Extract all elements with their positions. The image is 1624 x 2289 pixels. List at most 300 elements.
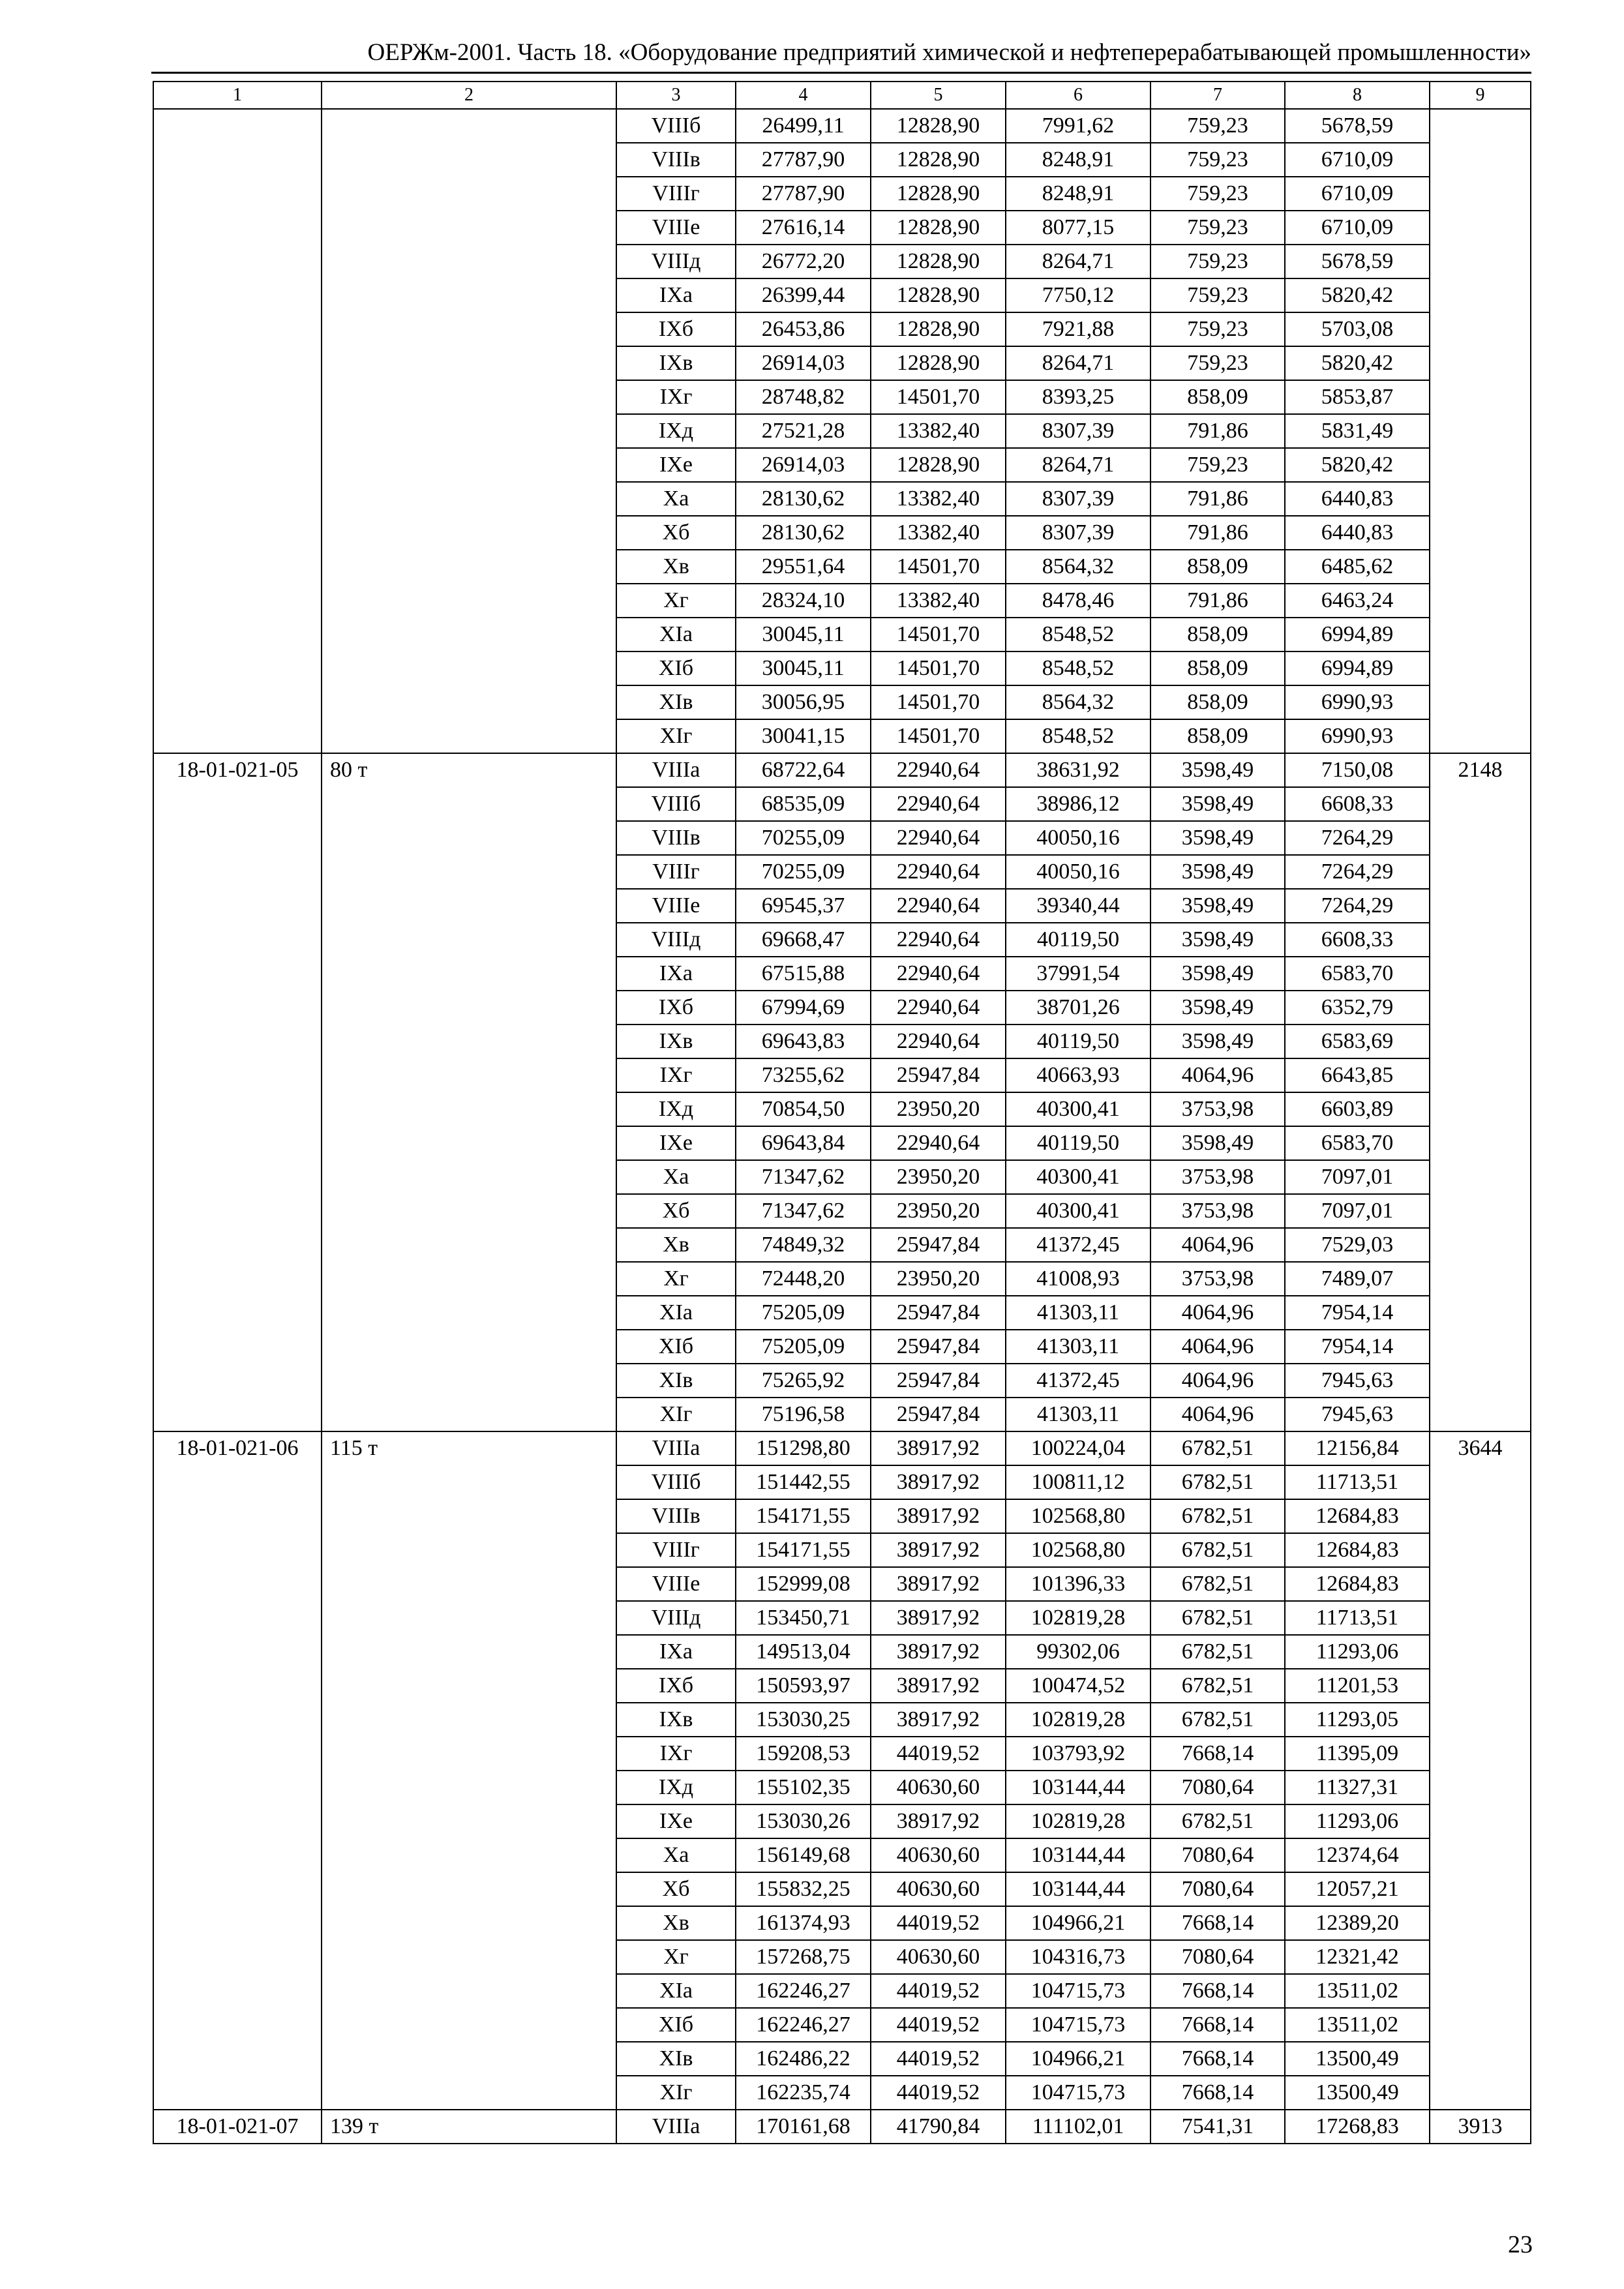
variant-cell: XIа [616, 618, 736, 651]
value-cell: 12156,84 [1285, 1431, 1430, 1465]
value-cell: 102819,28 [1006, 1804, 1150, 1838]
value-cell: 25947,84 [871, 1398, 1006, 1431]
value-cell: 3598,49 [1150, 855, 1285, 889]
value-cell: 12828,90 [871, 211, 1006, 245]
value-cell: 11293,06 [1285, 1635, 1430, 1669]
variant-cell: VIIIб [616, 787, 736, 821]
value-cell: 153030,26 [736, 1804, 871, 1838]
variant-cell: VIIIе [616, 1567, 736, 1601]
value-cell: 38631,92 [1006, 753, 1150, 787]
value-cell: 151298,80 [736, 1431, 871, 1465]
variant-cell: IXе [616, 1804, 736, 1838]
variant-cell: VIIIв [616, 143, 736, 177]
value-cell: 8478,46 [1006, 584, 1150, 618]
header-rule [151, 72, 1531, 74]
value-cell: 8077,15 [1006, 211, 1150, 245]
code-cell: 18-01-021-07 [153, 2110, 322, 2144]
value-cell: 759,23 [1150, 245, 1285, 278]
table-row [153, 2110, 1531, 2144]
value-cell: 6608,33 [1285, 923, 1430, 957]
page-number: 23 [1508, 2231, 1533, 2258]
variant-cell: VIIIд [616, 245, 736, 278]
value-cell: 38917,92 [871, 1567, 1006, 1601]
value-cell: 69643,84 [736, 1126, 871, 1160]
variant-cell: VIIIе [616, 889, 736, 923]
variant-cell: VIIIд [616, 923, 736, 957]
value-cell: 102819,28 [1006, 1601, 1150, 1635]
value-cell: 27787,90 [736, 177, 871, 211]
value-cell: 38917,92 [871, 1601, 1006, 1635]
value-cell: 104966,21 [1006, 1906, 1150, 1940]
value-cell: 6440,83 [1285, 516, 1430, 550]
value-cell: 858,09 [1150, 719, 1285, 753]
variant-cell: IXб [616, 991, 736, 1025]
value-cell: 6994,89 [1285, 618, 1430, 651]
value-cell: 858,09 [1150, 651, 1285, 685]
value-cell: 40630,60 [871, 1771, 1006, 1804]
value-cell: 40663,93 [1006, 1058, 1150, 1092]
value-cell: 3753,98 [1150, 1160, 1285, 1194]
value-cell: 25947,84 [871, 1296, 1006, 1330]
value-cell: 40300,41 [1006, 1092, 1150, 1126]
value-cell: 6583,70 [1285, 1126, 1430, 1160]
value-cell: 22940,64 [871, 855, 1006, 889]
value-cell: 3598,49 [1150, 991, 1285, 1025]
value-cell: 7080,64 [1150, 1771, 1285, 1804]
value-cell: 26914,03 [736, 448, 871, 482]
name-cell: 115 т [322, 1431, 616, 2110]
value-cell: 68722,64 [736, 753, 871, 787]
value-cell: 99302,06 [1006, 1635, 1150, 1669]
value-cell: 12389,20 [1285, 1906, 1430, 1940]
variant-cell: IXв [616, 1025, 736, 1058]
value-cell: 23950,20 [871, 1262, 1006, 1296]
variant-cell: VIIIг [616, 177, 736, 211]
variant-cell: VIIIа [616, 1431, 736, 1465]
value-cell: 8264,71 [1006, 245, 1150, 278]
value-cell: 13500,49 [1285, 2076, 1430, 2110]
variant-cell: IXд [616, 1771, 736, 1804]
value-cell: 8548,52 [1006, 651, 1150, 685]
variant-cell: Xв [616, 550, 736, 584]
value-cell: 111102,01 [1006, 2110, 1150, 2144]
variant-cell: XIг [616, 1398, 736, 1431]
value-cell: 7954,14 [1285, 1296, 1430, 1330]
variant-cell: XIа [616, 1296, 736, 1330]
table-body [153, 82, 1531, 2144]
value-cell: 6782,51 [1150, 1601, 1285, 1635]
column-number-cell: 6 [1006, 82, 1150, 109]
variant-cell: Xб [616, 516, 736, 550]
value-cell: 23950,20 [871, 1194, 1006, 1228]
value-cell: 25947,84 [871, 1330, 1006, 1364]
value-cell: 38917,92 [871, 1499, 1006, 1533]
value-cell: 41303,11 [1006, 1330, 1150, 1364]
value-cell: 68535,09 [736, 787, 871, 821]
value-cell: 38917,92 [871, 1635, 1006, 1669]
value-cell: 153450,71 [736, 1601, 871, 1635]
variant-cell: Xв [616, 1228, 736, 1262]
value-cell: 3753,98 [1150, 1262, 1285, 1296]
value-cell: 7750,12 [1006, 278, 1150, 312]
value-cell: 12828,90 [871, 278, 1006, 312]
value-cell: 4064,96 [1150, 1364, 1285, 1398]
column-number-cell: 4 [736, 82, 871, 109]
value-cell: 75265,92 [736, 1364, 871, 1398]
value-cell: 71347,62 [736, 1160, 871, 1194]
value-cell: 7097,01 [1285, 1160, 1430, 1194]
value-cell: 3598,49 [1150, 821, 1285, 855]
variant-cell: IXе [616, 1126, 736, 1160]
variant-cell: XIв [616, 685, 736, 719]
value-cell: 14501,70 [871, 685, 1006, 719]
value-cell: 6782,51 [1150, 1567, 1285, 1601]
value-cell: 28130,62 [736, 516, 871, 550]
value-cell: 6710,09 [1285, 177, 1430, 211]
value-cell: 41790,84 [871, 2110, 1006, 2144]
value-cell: 41372,45 [1006, 1364, 1150, 1398]
value-cell: 7080,64 [1150, 1872, 1285, 1906]
value-cell: 38917,92 [871, 1431, 1006, 1465]
value-cell: 6710,09 [1285, 143, 1430, 177]
value-cell: 17268,83 [1285, 2110, 1430, 2144]
value-cell: 41008,93 [1006, 1262, 1150, 1296]
variant-cell: IXв [616, 1703, 736, 1737]
variant-cell: VIIIб [616, 1465, 736, 1499]
variant-cell: IXв [616, 346, 736, 380]
value-cell: 103144,44 [1006, 1771, 1150, 1804]
extra-cell: 3913 [1430, 2110, 1531, 2144]
value-cell: 25947,84 [871, 1228, 1006, 1262]
variant-cell: XIг [616, 719, 736, 753]
column-number-cell: 1 [153, 82, 322, 109]
value-cell: 7080,64 [1150, 1838, 1285, 1872]
value-cell: 6782,51 [1150, 1431, 1285, 1465]
value-cell: 13382,40 [871, 482, 1006, 516]
value-cell: 28130,62 [736, 482, 871, 516]
value-cell: 29551,64 [736, 550, 871, 584]
value-cell: 30045,11 [736, 618, 871, 651]
value-cell: 104966,21 [1006, 2042, 1150, 2076]
value-cell: 159208,53 [736, 1737, 871, 1771]
value-cell: 38917,92 [871, 1669, 1006, 1703]
value-cell: 4064,96 [1150, 1296, 1285, 1330]
value-cell: 7954,14 [1285, 1330, 1430, 1364]
value-cell: 154171,55 [736, 1499, 871, 1533]
variant-cell: IXд [616, 414, 736, 448]
value-cell: 5820,42 [1285, 448, 1430, 482]
value-cell: 8548,52 [1006, 719, 1150, 753]
value-cell: 7668,14 [1150, 2042, 1285, 2076]
column-number-cell: 3 [616, 82, 736, 109]
value-cell: 11327,31 [1285, 1771, 1430, 1804]
value-cell: 70255,09 [736, 821, 871, 855]
value-cell: 8307,39 [1006, 516, 1150, 550]
value-cell: 23950,20 [871, 1092, 1006, 1126]
value-cell: 161374,93 [736, 1906, 871, 1940]
value-cell: 69545,37 [736, 889, 871, 923]
value-cell: 6352,79 [1285, 991, 1430, 1025]
code-cell: 18-01-021-05 [153, 753, 322, 1431]
value-cell: 6583,70 [1285, 957, 1430, 991]
value-cell: 38917,92 [871, 1465, 1006, 1499]
variant-cell: Xа [616, 1838, 736, 1872]
value-cell: 6782,51 [1150, 1703, 1285, 1737]
value-cell: 170161,68 [736, 2110, 871, 2144]
value-cell: 6782,51 [1150, 1669, 1285, 1703]
variant-cell: Xв [616, 1906, 736, 1940]
value-cell: 102568,80 [1006, 1499, 1150, 1533]
value-cell: 6440,83 [1285, 482, 1430, 516]
value-cell: 12828,90 [871, 346, 1006, 380]
value-cell: 11201,53 [1285, 1669, 1430, 1703]
value-cell: 6710,09 [1285, 211, 1430, 245]
value-cell: 155102,35 [736, 1771, 871, 1804]
value-cell: 12057,21 [1285, 1872, 1430, 1906]
value-cell: 7264,29 [1285, 889, 1430, 923]
value-cell: 7991,62 [1006, 109, 1150, 143]
variant-cell: XIг [616, 2076, 736, 2110]
value-cell: 104715,73 [1006, 1974, 1150, 2008]
value-cell: 8248,91 [1006, 177, 1150, 211]
value-cell: 67515,88 [736, 957, 871, 991]
variant-cell: IXб [616, 312, 736, 346]
value-cell: 11293,06 [1285, 1804, 1430, 1838]
value-cell: 6782,51 [1150, 1804, 1285, 1838]
value-cell: 6603,89 [1285, 1092, 1430, 1126]
value-cell: 73255,62 [736, 1058, 871, 1092]
value-cell: 13500,49 [1285, 2042, 1430, 2076]
table-row [153, 753, 1531, 787]
column-number-cell: 7 [1150, 82, 1285, 109]
value-cell: 7097,01 [1285, 1194, 1430, 1228]
value-cell: 759,23 [1150, 211, 1285, 245]
value-cell: 44019,52 [871, 2042, 1006, 2076]
value-cell: 5853,87 [1285, 380, 1430, 414]
value-cell: 162235,74 [736, 2076, 871, 2110]
value-cell: 12684,83 [1285, 1533, 1430, 1567]
name-cell: 139 т [322, 2110, 616, 2144]
value-cell: 759,23 [1150, 143, 1285, 177]
value-cell: 30045,11 [736, 651, 871, 685]
value-cell: 3753,98 [1150, 1194, 1285, 1228]
value-cell: 152999,08 [736, 1567, 871, 1601]
variant-cell: VIIIв [616, 1499, 736, 1533]
value-cell: 26914,03 [736, 346, 871, 380]
variant-cell: XIб [616, 651, 736, 685]
value-cell: 28324,10 [736, 584, 871, 618]
value-cell: 155832,25 [736, 1872, 871, 1906]
value-cell: 153030,25 [736, 1703, 871, 1737]
variant-cell: Xа [616, 1160, 736, 1194]
value-cell: 40119,50 [1006, 1126, 1150, 1160]
variant-cell: IXб [616, 1669, 736, 1703]
value-cell: 71347,62 [736, 1194, 871, 1228]
value-cell: 6643,85 [1285, 1058, 1430, 1092]
value-cell: 157268,75 [736, 1940, 871, 1974]
value-cell: 759,23 [1150, 278, 1285, 312]
variant-cell: IXг [616, 1737, 736, 1771]
value-cell: 14501,70 [871, 651, 1006, 685]
value-cell: 40050,16 [1006, 821, 1150, 855]
value-cell: 149513,04 [736, 1635, 871, 1669]
variant-cell: Xб [616, 1194, 736, 1228]
value-cell: 40050,16 [1006, 855, 1150, 889]
value-cell: 162246,27 [736, 2008, 871, 2042]
value-cell: 7668,14 [1150, 2008, 1285, 2042]
value-cell: 162486,22 [736, 2042, 871, 2076]
extra-cell: 2148 [1430, 753, 1531, 1431]
table-row [153, 1431, 1531, 1465]
value-cell: 12828,90 [871, 312, 1006, 346]
value-cell: 22940,64 [871, 753, 1006, 787]
column-number-cell: 8 [1285, 82, 1430, 109]
value-cell: 6583,69 [1285, 1025, 1430, 1058]
value-cell: 7264,29 [1285, 821, 1430, 855]
value-cell: 13511,02 [1285, 1974, 1430, 2008]
value-cell: 858,09 [1150, 618, 1285, 651]
variant-cell: VIIIг [616, 855, 736, 889]
value-cell: 22940,64 [871, 991, 1006, 1025]
value-cell: 23950,20 [871, 1160, 1006, 1194]
value-cell: 70255,09 [736, 855, 871, 889]
value-cell: 75205,09 [736, 1330, 871, 1364]
variant-cell: Xб [616, 1872, 736, 1906]
value-cell: 4064,96 [1150, 1058, 1285, 1092]
variant-cell: VIIIа [616, 2110, 736, 2144]
value-cell: 27616,14 [736, 211, 871, 245]
value-cell: 40119,50 [1006, 923, 1150, 957]
value-cell: 40630,60 [871, 1872, 1006, 1906]
value-cell: 5831,49 [1285, 414, 1430, 448]
value-cell: 69643,83 [736, 1025, 871, 1058]
value-cell: 103144,44 [1006, 1838, 1150, 1872]
value-cell: 104715,73 [1006, 2076, 1150, 2110]
page-header: ОЕРЖм-2001. Часть 18. «Оборудование предприятий химической и нефтеперерабатывающей промышленности» [367, 39, 1531, 66]
value-cell: 40630,60 [871, 1940, 1006, 1974]
value-cell: 7668,14 [1150, 1906, 1285, 1940]
value-cell: 27521,28 [736, 414, 871, 448]
value-cell: 39340,44 [1006, 889, 1150, 923]
value-cell: 5703,08 [1285, 312, 1430, 346]
value-cell: 14501,70 [871, 618, 1006, 651]
value-cell: 13511,02 [1285, 2008, 1430, 2042]
value-cell: 74849,32 [736, 1228, 871, 1262]
value-cell: 7529,03 [1285, 1228, 1430, 1262]
column-number-cell: 9 [1430, 82, 1531, 109]
value-cell: 22940,64 [871, 923, 1006, 957]
value-cell: 26772,20 [736, 245, 871, 278]
value-cell: 156149,68 [736, 1838, 871, 1872]
value-cell: 162246,27 [736, 1974, 871, 2008]
value-cell: 12828,90 [871, 448, 1006, 482]
value-cell: 25947,84 [871, 1058, 1006, 1092]
value-cell: 7945,63 [1285, 1364, 1430, 1398]
column-number-cell: 2 [322, 82, 616, 109]
value-cell: 101396,33 [1006, 1567, 1150, 1601]
value-cell: 7945,63 [1285, 1398, 1430, 1431]
variant-cell: XIв [616, 1364, 736, 1398]
value-cell: 75196,58 [736, 1398, 871, 1431]
value-cell: 12828,90 [871, 245, 1006, 278]
value-cell: 6782,51 [1150, 1499, 1285, 1533]
value-cell: 8264,71 [1006, 448, 1150, 482]
value-cell: 40119,50 [1006, 1025, 1150, 1058]
variant-cell: IXа [616, 278, 736, 312]
value-cell: 8564,32 [1006, 685, 1150, 719]
value-cell: 44019,52 [871, 1906, 1006, 1940]
value-cell: 69668,47 [736, 923, 871, 957]
value-cell: 22940,64 [871, 1126, 1006, 1160]
value-cell: 22940,64 [871, 821, 1006, 855]
variant-cell: Xа [616, 482, 736, 516]
value-cell: 8564,32 [1006, 550, 1150, 584]
value-cell: 41303,11 [1006, 1398, 1150, 1431]
value-cell: 37991,54 [1006, 957, 1150, 991]
variant-cell: VIIIе [616, 211, 736, 245]
value-cell: 759,23 [1150, 448, 1285, 482]
value-cell: 25947,84 [871, 1364, 1006, 1398]
value-cell: 70854,50 [736, 1092, 871, 1126]
value-cell: 791,86 [1150, 414, 1285, 448]
value-cell: 22940,64 [871, 787, 1006, 821]
value-cell: 104316,73 [1006, 1940, 1150, 1974]
value-cell: 38701,26 [1006, 991, 1150, 1025]
value-cell: 12684,83 [1285, 1499, 1430, 1533]
value-cell: 3598,49 [1150, 957, 1285, 991]
value-cell: 8264,71 [1006, 346, 1150, 380]
value-cell: 3598,49 [1150, 753, 1285, 787]
value-cell: 791,86 [1150, 482, 1285, 516]
value-cell: 3598,49 [1150, 889, 1285, 923]
value-cell: 44019,52 [871, 1737, 1006, 1771]
value-cell: 5678,59 [1285, 109, 1430, 143]
name-cell [322, 109, 616, 753]
value-cell: 100474,52 [1006, 1669, 1150, 1703]
variant-cell: XIв [616, 2042, 736, 2076]
value-cell: 7921,88 [1006, 312, 1150, 346]
value-cell: 3598,49 [1150, 923, 1285, 957]
variant-cell: IXа [616, 957, 736, 991]
value-cell: 26399,44 [736, 278, 871, 312]
value-cell: 12828,90 [871, 143, 1006, 177]
price-table [153, 81, 1531, 2144]
value-cell: 13382,40 [871, 584, 1006, 618]
value-cell: 6994,89 [1285, 651, 1430, 685]
value-cell: 6608,33 [1285, 787, 1430, 821]
value-cell: 41372,45 [1006, 1228, 1150, 1262]
value-cell: 6990,93 [1285, 719, 1430, 753]
value-cell: 22940,64 [871, 1025, 1006, 1058]
value-cell: 7489,07 [1285, 1262, 1430, 1296]
value-cell: 75205,09 [736, 1296, 871, 1330]
value-cell: 12684,83 [1285, 1567, 1430, 1601]
value-cell: 6782,51 [1150, 1533, 1285, 1567]
value-cell: 40300,41 [1006, 1194, 1150, 1228]
value-cell: 7541,31 [1150, 2110, 1285, 2144]
value-cell: 7668,14 [1150, 1737, 1285, 1771]
value-cell: 102819,28 [1006, 1703, 1150, 1737]
value-cell: 4064,96 [1150, 1398, 1285, 1431]
value-cell: 100811,12 [1006, 1465, 1150, 1499]
value-cell: 40630,60 [871, 1838, 1006, 1872]
value-cell: 12321,42 [1285, 1940, 1430, 1974]
value-cell: 14501,70 [871, 550, 1006, 584]
value-cell: 3598,49 [1150, 787, 1285, 821]
value-cell: 759,23 [1150, 109, 1285, 143]
table-row [153, 109, 1531, 143]
value-cell: 8307,39 [1006, 414, 1150, 448]
